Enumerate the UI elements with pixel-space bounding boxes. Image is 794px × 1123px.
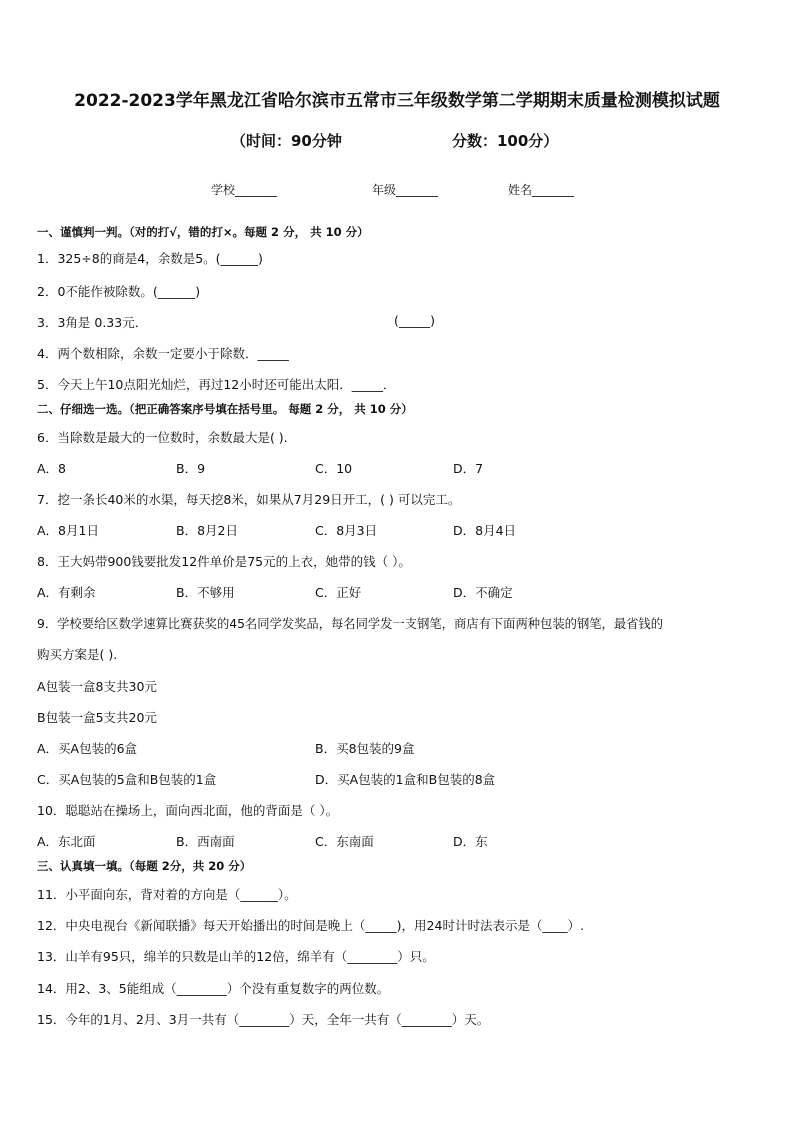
section-3-heading: 三、认真填一填。（每题 2分，共 20 分） <box>37 859 252 873</box>
q8-option-a: A．有剩余 <box>37 585 96 600</box>
q7-option-a: A．8月1日 <box>37 523 99 538</box>
q6-option-d: D．7 <box>453 461 484 476</box>
q7-option-d: D．8月4日 <box>453 523 517 538</box>
question-14: 14．用2、3、5能组成（________）个没有重复数字的两位数。 <box>37 981 390 996</box>
q7-option-c: C．8月3日 <box>315 523 378 538</box>
q6-option-b: B．9 <box>176 461 206 476</box>
question-6: 6．当除数是最大的一位数时，余数最大是( ). <box>37 430 288 445</box>
section-1-heading: 一、谨慎判一判。（对的打√，错的打×。每题 2 分， 共 10 分） <box>37 225 369 239</box>
question-4: 4．两个数相除，余数一定要小于除数．_____ <box>37 346 289 361</box>
section-2-heading: 二、仔细选一选。（把正确答案序号填在括号里。 每题 2 分， 共 10 分） <box>37 402 413 416</box>
question-3-blank: (_____) <box>394 313 436 328</box>
q8-option-c: C．正好 <box>315 585 362 600</box>
question-2: 2．0不能作被除数。(______) <box>37 284 201 299</box>
q10-option-a: A．东北面 <box>37 834 96 849</box>
question-1: 1．325÷8的商是4，余数是5。(______) <box>37 251 263 266</box>
q6-option-a: A．8 <box>37 461 67 476</box>
question-3: 3．3角是 0.33元． <box>37 315 148 330</box>
school-field: 学校_______ <box>211 183 278 197</box>
question-9: 9．学校要给区数学速算比赛获奖的45名同学发奖品，每名同学发一支钢笔，商店有下面两种包装的钢笔，最省钱的 <box>37 617 664 631</box>
question-8: 8．王大妈带900钱要批发12件单价是75元的上衣，她带的钱（ ）。 <box>37 554 411 569</box>
q9-option-b: B．买8包装的9盒 <box>315 741 415 756</box>
q8-option-d: D．不确定 <box>453 585 513 600</box>
question-12: 12．中央电视台《新闻联播》每天开始播出的时间是晚上（_____)，用24时计时法表示是（____）. <box>37 918 584 933</box>
question-13: 13．山羊有95只，绵羊的只数是山羊的12倍，绵羊有（________）只。 <box>37 949 435 964</box>
question-15: 15．今年的1月、2月、3月一共有（________）天，全年一共有（________）天。 <box>37 1012 490 1027</box>
q10-option-b: B．西南面 <box>176 834 235 849</box>
q7-option-b: B．8月2日 <box>176 523 238 538</box>
name-field: 姓名_______ <box>508 183 575 197</box>
q9-option-d: D．买A包装的1盒和B包装的8盒 <box>315 772 496 787</box>
question-7: 7．挖一条长40米的水渠，每天挖8米，如果从7月29日开工，( ) 可以完工。 <box>37 492 461 507</box>
exam-time: （时间：90分钟 <box>231 132 342 150</box>
exam-score: 分数：100分） <box>452 132 559 150</box>
q9-option-c: C．买A包装的5盒和B包装的1盒 <box>37 772 217 787</box>
q9-option-a: A．买A包装的6盒 <box>37 741 138 756</box>
q10-option-d: D．东 <box>453 834 488 849</box>
q9-package-b: B包装一盒5支共20元 <box>37 710 157 725</box>
q8-option-b: B．不够用 <box>176 585 235 600</box>
q9-package-a: A包装一盒8支共30元 <box>37 679 157 694</box>
grade-field: 年级_______ <box>372 183 439 197</box>
question-10: 10．聪聪站在操场上，面向西北面，他的背面是（ ）。 <box>37 803 339 818</box>
question-5: 5．今天上午10点阳光灿烂，再过12小时还可能出太阳．_____． <box>37 377 396 392</box>
question-9-continued: 购买方案是( ). <box>37 647 118 662</box>
q10-option-c: C．东南面 <box>315 834 374 849</box>
page-title: 2022-2023学年黑龙江省哈尔滨市五常市三年级数学第二学期期末质量检测模拟试题 <box>74 91 720 111</box>
question-11: 11．小平面向东，背对着的方向是（______）。 <box>37 887 297 902</box>
q6-option-c: C．10 <box>315 461 353 476</box>
